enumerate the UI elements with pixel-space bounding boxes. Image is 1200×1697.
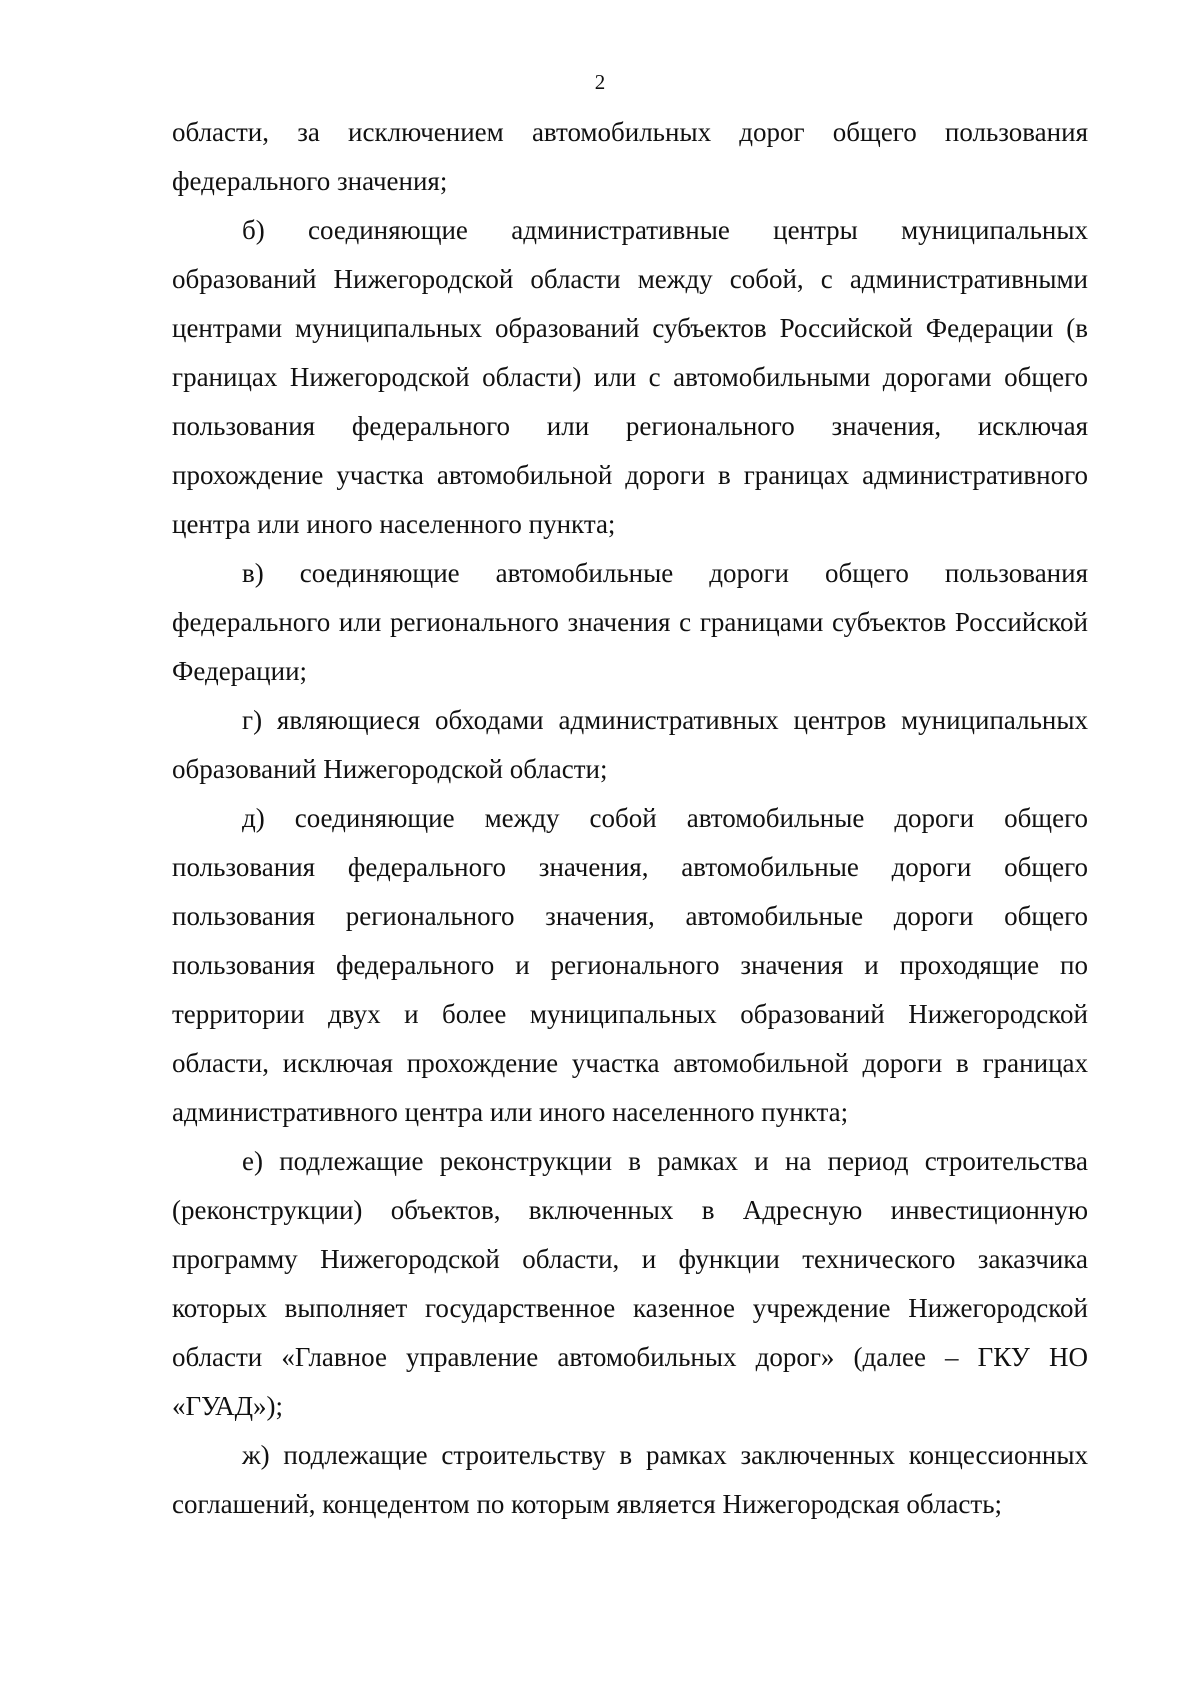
document-body — [172, 108, 1088, 1529]
paragraph-item-v: в) соединяющие автомобильные дороги общего пользования федерального или регионального значения с границами субъектов Российской Федерации; — [172, 558, 1088, 686]
page-number: 2 — [594, 70, 606, 94]
paragraph-item-d: д) соединяющие между собой автомобильные дороги общего пользования федерального значения, автомобильные дороги общего пользования регионального значения, автомобильные дороги общего пользования федерального и регионального значения и проходящие по территории двух и более муниципальных образований Нижегородской области, исключая прохождение участка автомобильной дороги в границах административного центра или иного населенного пункта; — [172, 803, 1088, 1127]
paragraph-item-g: г) являющиеся обходами административных центров муниципальных образований Нижегородской области; — [172, 705, 1088, 784]
paragraph-item-b: б) соединяющие административные центры муниципальных образований Нижегородской области между собой, с административными центрами муниципальных образований субъектов Российской Федерации (в границах Нижегородской области) или с автомобильными дорогами общего пользования федерального или регионального значения, исключая прохождение участка автомобильной дороги в границах административного центра или иного населенного пункта; — [172, 215, 1088, 539]
paragraph-item-e: е) подлежащие реконструкции в рамках и на период строительства (реконструкции) объектов, включенных в Адресную инвестиционную программу Нижегородской области, и функции технического заказчика которых выполняет государственное казенное учреждение Нижегородской области «Главное управление автомобильных дорог» (далее – ГКУ НО «ГУАД»); — [172, 1146, 1088, 1421]
paragraph-continuation: области, за исключением автомобильных дорог общего пользования федерального значения; — [172, 117, 1088, 196]
paragraph-item-zh: ж) подлежащие строительству в рамках заключенных концессионных соглашений, концедентом по которым является Нижегородская область; — [172, 1440, 1088, 1519]
